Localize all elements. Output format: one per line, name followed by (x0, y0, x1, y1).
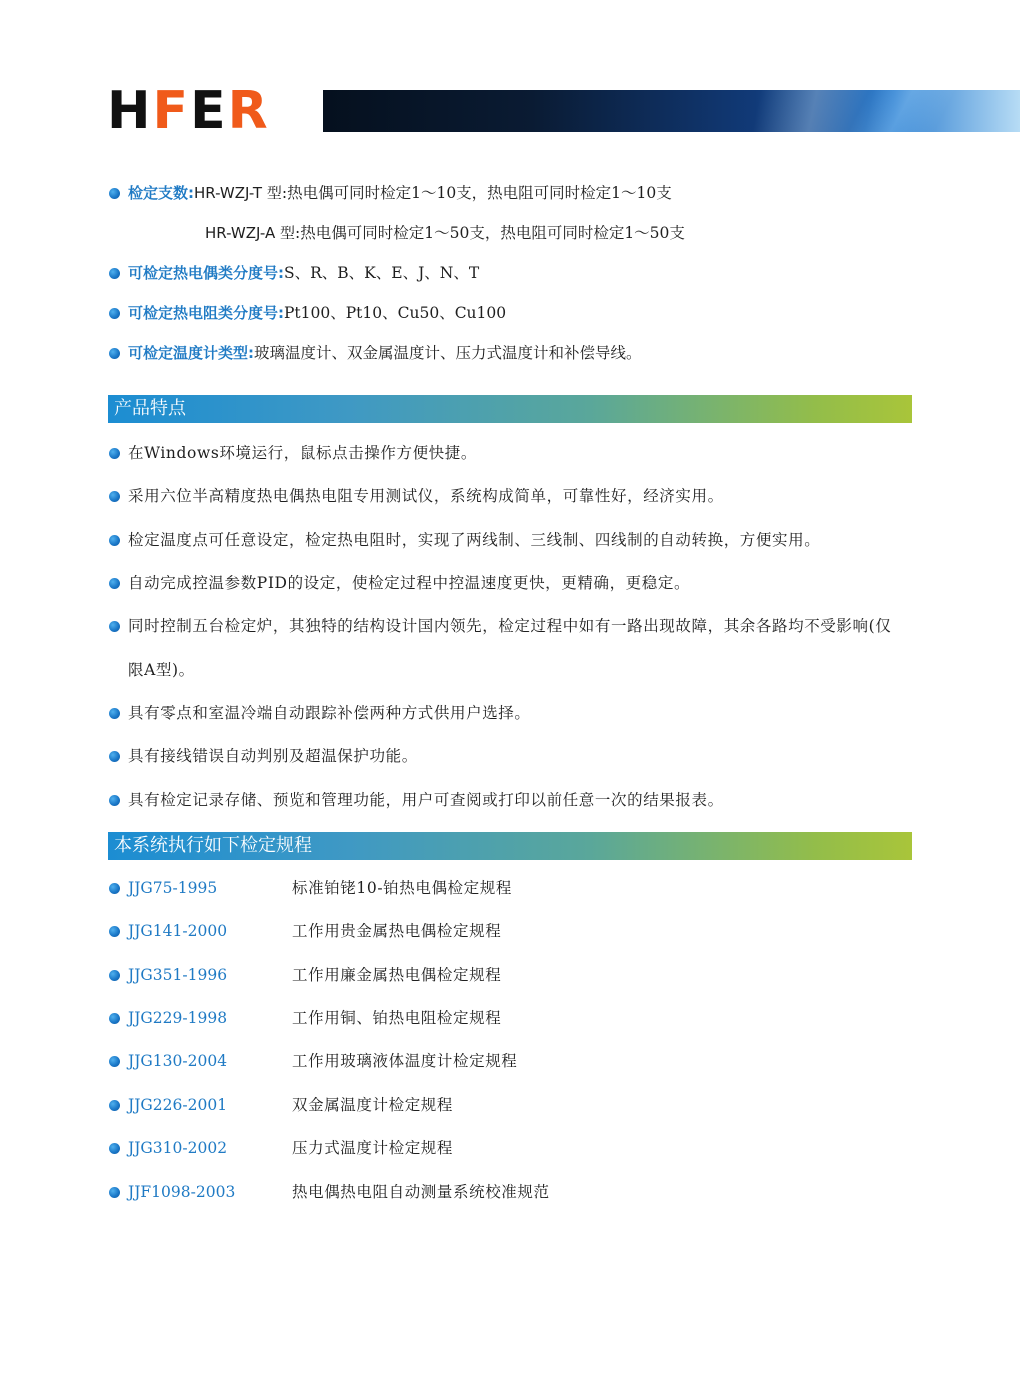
section-bar-features (108, 395, 912, 423)
bullet-icon (109, 1100, 120, 1111)
logo-letter-h: H (107, 81, 153, 141)
standard-code: JJG226-2001 (128, 1096, 228, 1114)
bullet-icon (109, 795, 120, 806)
standard-name: 工作用廉金属热电偶检定规程 (292, 966, 502, 984)
spec-label: 检定支数: (128, 184, 194, 202)
section-title: 产品特点 (114, 398, 186, 419)
standard-code: JJG75-1995 (128, 879, 218, 897)
spec-text: :热电偶可同时检定1～10支，热电阻可同时检定1～10支 (281, 184, 672, 202)
feature-item: 检定温度点可任意设定，检定热电阻时，实现了两线制、三线制、四线制的自动转换，方便实用。 (128, 531, 821, 549)
spec-count-line (128, 182, 672, 204)
bullet-icon (109, 578, 120, 589)
bullet-icon (109, 1187, 120, 1198)
feature-item: 自动完成控温参数PID的设定，使检定过程中控温速度更快，更精确，更稳定。 (128, 574, 691, 592)
bullet-icon (109, 491, 120, 502)
bullet-icon (109, 308, 120, 319)
standard-name: 压力式温度计检定规程 (292, 1139, 454, 1157)
standard-code: JJG141-2000 (128, 922, 228, 940)
spec-rtd-line (128, 302, 506, 324)
feature-item-continuation: 限A型)。 (128, 661, 195, 679)
standard-code: JJG351-1996 (128, 966, 228, 984)
feature-item: 具有检定记录存储、预览和管理功能，用户可查阅或打印以前任意一次的结果报表。 (128, 791, 724, 809)
spec-label: 可检定热电阻类分度号: (128, 304, 284, 322)
bullet-icon (109, 751, 120, 762)
bullet-icon (109, 188, 120, 199)
logo-letter-f: F (152, 81, 191, 141)
bullet-icon (109, 1056, 120, 1067)
standard-code: JJG310-2002 (128, 1139, 228, 1157)
section-title: 本系统执行如下检定规程 (114, 835, 312, 856)
standard-name: 热电偶热电阻自动测量系统校准规范 (292, 1183, 550, 1201)
standard-name: 标准铂铑10-铂热电偶检定规程 (292, 879, 512, 897)
header-banner (323, 90, 1020, 132)
spec-label: 可检定温度计类型: (128, 344, 254, 362)
bullet-icon (109, 708, 120, 719)
spec-text: S、R、B、K、E、J、N、T (284, 264, 480, 282)
spec-text: 玻璃温度计、双金属温度计、压力式温度计和补偿导线。 (254, 344, 642, 362)
bullet-icon (109, 348, 120, 359)
spec-label: 可检定热电偶类分度号: (128, 264, 284, 282)
bullet-icon (109, 448, 120, 459)
spec-count-line-a (205, 222, 685, 244)
standard-name: 工作用铜、铂热电阻检定规程 (292, 1009, 502, 1027)
bullet-icon (109, 1013, 120, 1024)
bullet-icon (109, 268, 120, 279)
feature-item: 具有接线错误自动判别及超温保护功能。 (128, 747, 418, 765)
bullet-icon (109, 535, 120, 546)
bullet-icon (109, 621, 120, 632)
spec-thermometer-line (128, 342, 642, 364)
bullet-icon (109, 1143, 120, 1154)
standard-name: 双金属温度计检定规程 (292, 1096, 454, 1114)
feature-item: 采用六位半高精度热电偶热电阻专用测试仪，系统构成简单，可靠性好，经济实用。 (128, 487, 724, 505)
feature-item: 在Windows环境运行，鼠标点击操作方便快捷。 (128, 444, 477, 462)
feature-item: 同时控制五台检定炉，其独特的结构设计国内领先，检定过程中如有一路出现故障，其余各路均不受影响(仅 (128, 617, 892, 635)
bullet-icon (109, 926, 120, 937)
logo-letter-r: R (227, 81, 270, 141)
bullet-icon (109, 883, 120, 894)
standard-code: JJF1098-2003 (128, 1183, 236, 1201)
bullet-icon (109, 970, 120, 981)
feature-item: 具有零点和室温冷端自动跟踪补偿两种方式供用户选择。 (128, 704, 531, 722)
standard-name: 工作用玻璃液体温度计检定规程 (292, 1052, 518, 1070)
section-bar-standards (108, 832, 912, 860)
spec-model: HR-WZJ-A 型 (205, 224, 296, 242)
logo-letter-e: E (190, 81, 228, 141)
standard-code: JJG130-2004 (128, 1052, 228, 1070)
spec-text: :热电偶可同时检定1～50支，热电阻可同时检定1～50支 (295, 224, 685, 242)
standard-name: 工作用贵金属热电偶检定规程 (292, 922, 502, 940)
spec-thermocouple-line (128, 262, 479, 284)
spec-text: Pt100、Pt10、Cu50、Cu100 (284, 304, 507, 322)
spec-model: HR-WZJ-T 型 (194, 184, 282, 202)
brand-logo (107, 81, 270, 141)
standard-code: JJG229-1998 (128, 1009, 228, 1027)
